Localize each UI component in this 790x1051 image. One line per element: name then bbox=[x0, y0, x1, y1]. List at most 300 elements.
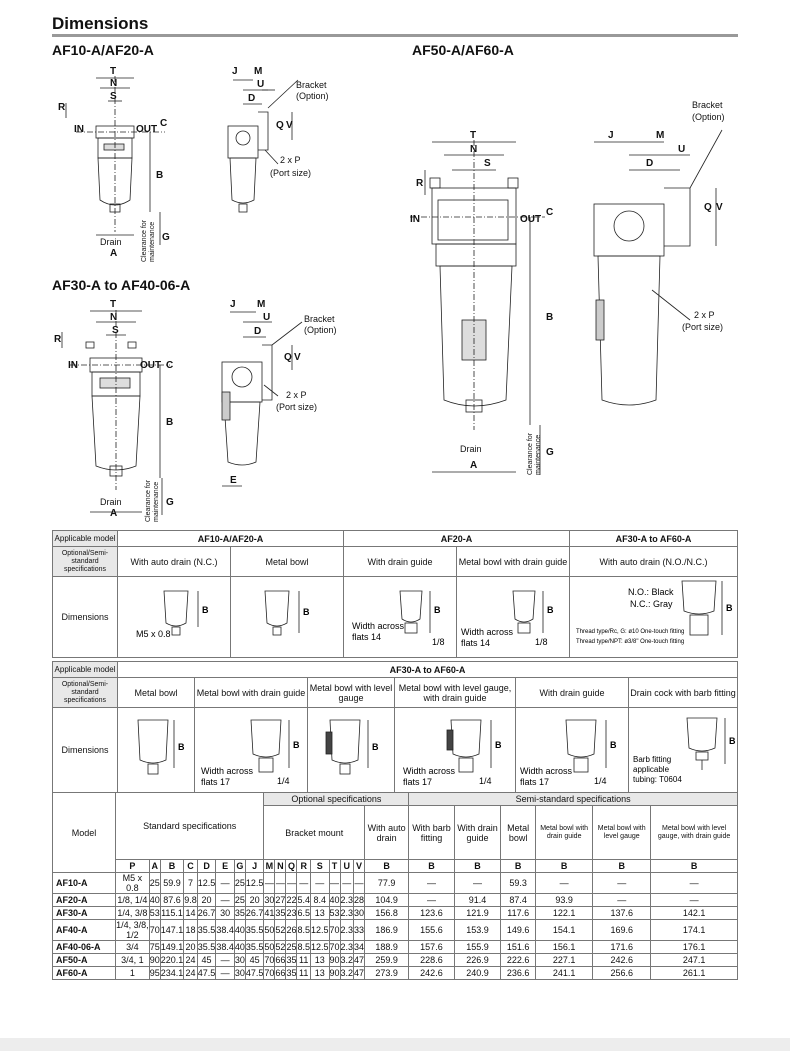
table-cell: 40 bbox=[234, 942, 245, 952]
dim-r: R bbox=[58, 102, 66, 113]
svg-text:B: B bbox=[178, 742, 185, 752]
auto-header: With auto drain bbox=[365, 806, 409, 860]
table-cell: 186.9 bbox=[365, 920, 409, 941]
model-af30-af60: AF30-A to AF60-A bbox=[570, 531, 738, 547]
spec2-metal-bowl-level-gauge-drain-guide: Metal bowl with level gauge, with drain guide bbox=[395, 678, 516, 708]
table-cell: 241.1 bbox=[536, 967, 593, 980]
row-model: AF30-A bbox=[53, 907, 116, 920]
col-header: B bbox=[593, 860, 651, 873]
spec2-metal-bowl-drain-guide: Metal bowl with drain guide bbox=[195, 678, 308, 708]
optional-label-2: Optional/Semi-standard specifications bbox=[53, 678, 118, 708]
dim-t-30: T bbox=[110, 299, 117, 310]
svg-text:N.C.: Gray: N.C.: Gray bbox=[630, 599, 673, 609]
port-label-50: 2 x P bbox=[694, 310, 715, 320]
table-cell: — bbox=[216, 873, 235, 894]
spec-metal-bowl: Metal bowl bbox=[231, 547, 344, 577]
table-cell: — bbox=[651, 873, 738, 894]
col-header: C bbox=[184, 860, 198, 873]
table-cell: 25 bbox=[149, 873, 160, 894]
col-header: E bbox=[216, 860, 235, 873]
svg-text:B: B bbox=[434, 605, 441, 615]
table-cell: 147.1 bbox=[160, 920, 184, 941]
dimensions-label-2: Dimensions bbox=[53, 708, 118, 793]
table-cell: 47 bbox=[354, 955, 365, 965]
clearance-2: maintenance bbox=[149, 221, 156, 262]
options-table-1 bbox=[52, 530, 738, 658]
svg-text:B: B bbox=[293, 740, 300, 750]
options-table-2 bbox=[52, 661, 738, 793]
table-cell: 26.7 bbox=[197, 908, 216, 918]
col-header: Q bbox=[287, 861, 295, 871]
semi-header: Semi-standard specifications bbox=[409, 793, 738, 806]
table-cell: 59.3 bbox=[501, 873, 536, 894]
drainguide-header: With drain guide bbox=[454, 806, 501, 860]
label-out: OUT bbox=[136, 124, 158, 135]
label-out-30: OUT bbox=[140, 360, 162, 371]
mb-lg-header: Metal bowl with level gauge bbox=[593, 806, 651, 860]
dim-s-30: S bbox=[112, 325, 119, 336]
table-cell: 53 bbox=[149, 908, 160, 918]
dim-t-50: T bbox=[470, 130, 477, 141]
table-cell: 25 bbox=[286, 942, 297, 952]
option-label-30: (Option) bbox=[304, 325, 337, 335]
table-cell: 38.4 bbox=[216, 942, 234, 952]
table-cell: — bbox=[409, 873, 454, 894]
dim-v-50: V bbox=[716, 202, 723, 213]
table-cell: 273.9 bbox=[365, 967, 409, 980]
dim-a: A bbox=[110, 248, 118, 259]
table-cell: 77.9 bbox=[365, 873, 409, 894]
table-cell: 30 bbox=[234, 968, 245, 978]
table-cell: 20 bbox=[197, 894, 216, 907]
dim-a-30: A bbox=[110, 508, 118, 519]
label-in: IN bbox=[74, 124, 84, 135]
table-cell: 75 bbox=[149, 942, 160, 952]
table-cell: 121.9 bbox=[454, 907, 501, 920]
drain-label: Drain bbox=[100, 237, 122, 247]
svg-text:flats 17: flats 17 bbox=[201, 777, 231, 787]
table-cell: 50 bbox=[264, 920, 275, 941]
table-cell: — bbox=[593, 894, 651, 907]
col-header: B bbox=[160, 860, 184, 873]
table-cell: 90 bbox=[329, 968, 340, 978]
table-cell: 13 bbox=[310, 907, 329, 920]
table-cell: — bbox=[286, 873, 297, 894]
table-cell: 115.1 bbox=[161, 908, 183, 918]
table-cell: 47.5 bbox=[197, 968, 216, 978]
svg-text:Thread type/NPT: ø3/8" One-tou: Thread type/NPT: ø3/8" One-touch fitting bbox=[576, 639, 685, 645]
dim-g: G bbox=[162, 232, 170, 243]
row-model: AF10-A bbox=[53, 873, 116, 894]
bracket-label: Bracket bbox=[296, 80, 327, 90]
table-row bbox=[53, 894, 738, 907]
clearance-2-30: maintenance bbox=[153, 481, 160, 522]
svg-text:M5 x 0.8: M5 x 0.8 bbox=[136, 629, 171, 639]
table-cell: 3/4, 1 bbox=[116, 954, 150, 967]
table-cell: 12.5 bbox=[310, 942, 329, 952]
dim-g-50: G bbox=[546, 447, 554, 458]
svg-text:Width across: Width across bbox=[352, 621, 405, 631]
table-cell: 240.9 bbox=[454, 967, 501, 980]
table-cell: 242.6 bbox=[409, 967, 454, 980]
col-header: D bbox=[197, 860, 216, 873]
clearance-2-50: maintenance bbox=[535, 434, 542, 475]
col-header: M bbox=[265, 861, 274, 871]
table-cell: 176.1 bbox=[651, 941, 738, 954]
label-out-50: OUT bbox=[520, 214, 542, 225]
svg-text:B: B bbox=[495, 740, 502, 750]
table-cell: 156.8 bbox=[365, 907, 409, 920]
table-cell: 154.1 bbox=[536, 920, 593, 941]
table-cell: 45 bbox=[197, 954, 216, 967]
table-cell: 149.6 bbox=[501, 920, 536, 941]
table-cell: 236.6 bbox=[501, 967, 536, 980]
barb-header: With barb fitting bbox=[409, 806, 454, 860]
dim-d-50: D bbox=[646, 158, 654, 169]
dim-u: U bbox=[257, 79, 265, 90]
table-row bbox=[53, 907, 738, 920]
table-cell: 1/4, 3/8 bbox=[117, 908, 148, 918]
model-header: Model bbox=[53, 793, 116, 873]
spec2-drain-cock: Drain cock with barb fitting bbox=[629, 678, 738, 708]
table-cell: 24 bbox=[185, 955, 196, 965]
row-model: AF20-A bbox=[53, 894, 116, 907]
table-cell: 157.6 bbox=[409, 941, 454, 954]
svg-text:1/8: 1/8 bbox=[535, 637, 548, 647]
table-cell: 47 bbox=[354, 968, 365, 978]
svg-text:applicable: applicable bbox=[633, 765, 670, 774]
dim-b-50: B bbox=[546, 312, 554, 323]
table-cell: 7 bbox=[184, 873, 198, 894]
table-cell: 8.5 bbox=[297, 942, 310, 952]
table-cell: 2.3 bbox=[340, 895, 354, 905]
table-cell: 91.4 bbox=[454, 894, 501, 907]
table-cell: — bbox=[216, 954, 235, 967]
table-cell: 3.2 bbox=[340, 955, 354, 965]
table-cell: 34 bbox=[354, 942, 365, 952]
table-cell: 90 bbox=[329, 955, 340, 965]
col-header: V bbox=[354, 860, 365, 873]
dim-s: S bbox=[110, 91, 117, 102]
table-cell: 3.2 bbox=[340, 968, 354, 978]
table-cell: 26.7 bbox=[245, 908, 264, 918]
svg-text:flats 14: flats 14 bbox=[461, 638, 491, 648]
model-af20: AF20-A bbox=[344, 531, 570, 547]
heading-af50: AF50-A/AF60-A bbox=[412, 42, 514, 58]
dim-j-50: J bbox=[608, 130, 614, 141]
svg-text:tubing: T0604: tubing: T0604 bbox=[633, 775, 682, 784]
table-cell: 256.6 bbox=[593, 967, 651, 980]
optional-header: Optional specifications bbox=[264, 793, 409, 806]
dim-r-30: R bbox=[54, 334, 62, 345]
table-cell: 90 bbox=[149, 955, 160, 965]
col-header: G bbox=[236, 861, 244, 871]
dim-b-30: B bbox=[166, 417, 174, 428]
drain-label-50: Drain bbox=[460, 444, 482, 454]
dim-d-30: D bbox=[254, 326, 262, 337]
svg-text:1/8: 1/8 bbox=[432, 637, 445, 647]
table-cell: — bbox=[454, 873, 501, 894]
table-cell: 1/4, 3/8, 1/2 bbox=[116, 920, 149, 940]
table-cell: M5 x 0.8 bbox=[116, 873, 150, 894]
table-cell: 13 bbox=[310, 954, 329, 967]
table-cell: 27 bbox=[275, 895, 286, 905]
table-cell: 35.5 bbox=[197, 920, 216, 941]
table-cell: — bbox=[275, 873, 286, 894]
col-header: B bbox=[365, 860, 409, 873]
table-cell: 70 bbox=[329, 920, 340, 941]
svg-text:Width across: Width across bbox=[461, 627, 514, 637]
table-cell: 26 bbox=[286, 920, 297, 941]
table-cell: 149.1 bbox=[160, 942, 184, 952]
table-cell: 35 bbox=[286, 955, 297, 965]
dim-c-50: C bbox=[546, 207, 554, 218]
spec-auto-drain: With auto drain (N.C.) bbox=[118, 547, 231, 577]
table-cell: 5.4 bbox=[297, 895, 310, 905]
table-cell: 142.1 bbox=[651, 907, 738, 920]
dim-m-30: M bbox=[257, 299, 266, 310]
dimension-drawings bbox=[0, 0, 790, 525]
spec2-metal-bowl: Metal bowl bbox=[118, 678, 195, 708]
table-cell: 18 bbox=[184, 920, 198, 941]
svg-text:flats 17: flats 17 bbox=[403, 777, 433, 787]
table-cell: — bbox=[264, 873, 275, 894]
table-cell: 95 bbox=[149, 968, 160, 978]
dim-d: D bbox=[248, 93, 256, 104]
heading-af10: AF10-A/AF20-A bbox=[52, 42, 154, 58]
table-cell: 2.3 bbox=[340, 908, 354, 918]
table-cell: 35 bbox=[234, 908, 245, 918]
table-cell: 261.1 bbox=[651, 967, 738, 980]
table-cell: — bbox=[329, 873, 340, 894]
table-cell: 259.9 bbox=[365, 954, 409, 967]
mb-lg-dg-header: Metal bowl with level gauge, with drain guide bbox=[651, 806, 738, 860]
svg-text:B: B bbox=[726, 603, 733, 613]
model-af10-af20: AF10-A/AF20-A bbox=[118, 531, 344, 547]
col-header: R bbox=[297, 860, 311, 873]
dim-q-30: Q bbox=[284, 352, 292, 363]
dim-s-50: S bbox=[484, 158, 491, 169]
spec-auto-drain-no-nc: With auto drain (N.O./N.C.) bbox=[570, 547, 738, 577]
option-label-50: (Option) bbox=[692, 112, 725, 122]
table-cell: 70 bbox=[329, 942, 340, 952]
dim-n-30: N bbox=[110, 312, 118, 323]
table-cell: 174.1 bbox=[651, 920, 738, 941]
table-cell: 30 bbox=[216, 907, 235, 920]
table-cell: 226.9 bbox=[454, 954, 501, 967]
table-cell: — bbox=[536, 873, 593, 894]
bracket-header: Bracket mount bbox=[264, 806, 365, 860]
table-cell: 25 bbox=[234, 873, 245, 894]
table-cell: 12.5 bbox=[310, 920, 329, 941]
option-label: (Option) bbox=[296, 91, 329, 101]
table-cell: 59.9 bbox=[160, 873, 184, 894]
svg-text:1/4: 1/4 bbox=[479, 776, 492, 786]
table-cell: 11 bbox=[297, 967, 311, 980]
table-cell: 9.8 bbox=[184, 895, 197, 905]
svg-text:B: B bbox=[547, 605, 554, 615]
port-label: 2 x P bbox=[280, 155, 301, 165]
dim-e-30: E bbox=[230, 475, 237, 486]
table-cell: 151.6 bbox=[501, 941, 536, 954]
metalbowl-header: Metal bowl bbox=[501, 806, 536, 860]
svg-text:B: B bbox=[610, 740, 617, 750]
table-cell: 171.6 bbox=[593, 941, 651, 954]
svg-text:Width across: Width across bbox=[201, 766, 254, 776]
spec-metal-bowl-drain-guide: Metal bowl with drain guide bbox=[457, 547, 570, 577]
dim-n-50: N bbox=[470, 144, 478, 155]
col-header: B bbox=[651, 860, 738, 873]
table-cell: 70 bbox=[264, 968, 275, 978]
table-cell: 47.5 bbox=[245, 968, 264, 978]
col-header: J bbox=[245, 860, 264, 873]
spec2-metal-bowl-level-gauge: Metal bowl with level gauge bbox=[308, 678, 395, 708]
spec-drain-guide: With drain guide bbox=[344, 547, 457, 577]
applicable-label-2: Applicable model bbox=[53, 662, 118, 678]
table-cell: 8.4 bbox=[310, 894, 329, 907]
dimensions-label: Dimensions bbox=[53, 577, 118, 658]
svg-text:flats 14: flats 14 bbox=[352, 632, 382, 642]
page-footer bbox=[0, 1038, 790, 1051]
table-cell: 137.6 bbox=[593, 907, 651, 920]
dim-m: M bbox=[254, 66, 263, 77]
table-cell: 1 bbox=[116, 967, 150, 980]
col-header: A bbox=[149, 860, 160, 873]
col-header: B bbox=[454, 860, 501, 873]
row-model: AF40-A bbox=[53, 920, 116, 941]
table-cell: 12.5 bbox=[245, 873, 264, 894]
table-cell: 22 bbox=[286, 895, 297, 905]
table-cell: 33 bbox=[354, 920, 365, 941]
svg-text:B: B bbox=[372, 742, 379, 752]
table-cell: 242.6 bbox=[593, 954, 651, 967]
port-label-30: 2 x P bbox=[286, 390, 307, 400]
table-cell: 155.9 bbox=[454, 941, 501, 954]
table-cell: 117.6 bbox=[501, 907, 536, 920]
table-cell: 30 bbox=[234, 955, 245, 965]
dimensions-table bbox=[52, 792, 738, 980]
table-cell: 52 bbox=[275, 920, 286, 941]
svg-text:Width across: Width across bbox=[403, 766, 456, 776]
table-cell: 3/4 bbox=[116, 941, 150, 954]
table-cell: 40 bbox=[149, 895, 160, 905]
dim-a-50: A bbox=[470, 460, 478, 471]
mb-dg-header: Metal bowl with drain guide bbox=[536, 806, 593, 860]
table-cell: 122.1 bbox=[536, 907, 593, 920]
table-cell: 11 bbox=[297, 954, 311, 967]
table-cell: 40 bbox=[329, 895, 340, 905]
col-header: P bbox=[116, 860, 150, 873]
col-header: S bbox=[310, 860, 329, 873]
table-cell: 104.9 bbox=[365, 894, 409, 907]
table-cell: 153.9 bbox=[454, 920, 501, 941]
table-cell: 234.1 bbox=[160, 968, 184, 978]
table-cell: 30 bbox=[354, 908, 365, 918]
heading-af30: AF30-A to AF40-06-A bbox=[52, 277, 191, 293]
table-cell: 93.9 bbox=[536, 894, 593, 907]
table-cell: 6.5 bbox=[297, 908, 310, 918]
table-cell: 87.6 bbox=[160, 894, 184, 907]
clearance-1-50: Clearance for bbox=[527, 432, 534, 475]
dim-u-50: U bbox=[678, 144, 686, 155]
svg-text:Thread type/Rc, G: ø10 One-tou: Thread type/Rc, G: ø10 One-touch fitting bbox=[576, 629, 685, 635]
svg-text:Width across: Width across bbox=[520, 766, 573, 776]
table-cell: 35 bbox=[286, 968, 297, 978]
standard-header: Standard specifications bbox=[116, 793, 264, 860]
clearance-1-30: Clearance for bbox=[145, 479, 152, 522]
table-cell: 45 bbox=[245, 954, 264, 967]
table-cell: 14 bbox=[185, 908, 196, 918]
row-model: AF50-A bbox=[53, 954, 116, 967]
table-cell: 28 bbox=[354, 895, 365, 905]
svg-text:B: B bbox=[202, 605, 209, 615]
svg-text:1/4: 1/4 bbox=[594, 776, 607, 786]
table-cell: 2.3 bbox=[340, 942, 354, 952]
svg-text:N.O.: Black: N.O.: Black bbox=[628, 587, 674, 597]
table-row bbox=[53, 920, 738, 941]
dim-r-50: R bbox=[416, 178, 424, 189]
table-cell: 123.6 bbox=[409, 907, 454, 920]
table-cell: — bbox=[651, 894, 738, 907]
table-cell: — bbox=[409, 894, 454, 907]
table-cell: 188.9 bbox=[365, 941, 409, 954]
svg-text:B: B bbox=[303, 607, 310, 617]
table-row bbox=[53, 967, 738, 980]
dim-b: B bbox=[156, 170, 164, 181]
table-row bbox=[53, 941, 738, 954]
table-cell: — bbox=[593, 873, 651, 894]
dim-u-30: U bbox=[263, 312, 271, 323]
dim-c: C bbox=[160, 118, 168, 129]
table-cell: 20 bbox=[245, 894, 264, 907]
port-size-label: (Port size) bbox=[270, 168, 312, 178]
table-cell: 35.5 bbox=[245, 942, 264, 952]
table-cell: 38.4 bbox=[216, 920, 235, 941]
col-header: B bbox=[409, 860, 454, 873]
table-cell: 70 bbox=[149, 920, 160, 941]
table-cell: 156.1 bbox=[536, 941, 593, 954]
table-cell: 87.4 bbox=[501, 894, 536, 907]
table-cell: 30 bbox=[264, 895, 275, 905]
table-cell: — bbox=[216, 967, 235, 980]
table-cell: 53 bbox=[329, 908, 340, 918]
table-cell: 1/8, 1/4 bbox=[117, 895, 148, 905]
col-header: N bbox=[275, 860, 286, 873]
page-title: Dimensions bbox=[52, 14, 149, 33]
svg-text:1/4: 1/4 bbox=[277, 776, 290, 786]
bracket-label-50: Bracket bbox=[692, 100, 723, 110]
dim-m-50: M bbox=[656, 130, 665, 141]
col-header: U bbox=[340, 860, 354, 873]
table-cell: 70 bbox=[264, 955, 275, 965]
col-header: T bbox=[329, 860, 340, 873]
column-header-row bbox=[53, 860, 738, 873]
table-cell: 50 bbox=[264, 942, 275, 952]
table-cell: 25 bbox=[234, 895, 245, 905]
table-cell: — bbox=[354, 873, 365, 894]
svg-text:Barb fitting: Barb fitting bbox=[633, 755, 672, 764]
table-cell: 228.6 bbox=[409, 954, 454, 967]
col-header: B bbox=[501, 860, 536, 873]
table-cell: — bbox=[340, 873, 354, 894]
table-cell: 41 bbox=[264, 908, 275, 918]
label-in-30: IN bbox=[68, 360, 78, 371]
svg-text:B: B bbox=[729, 736, 736, 746]
table-cell: 222.6 bbox=[501, 954, 536, 967]
bracket-label-30: Bracket bbox=[304, 314, 335, 324]
dim-j: J bbox=[232, 66, 238, 77]
clearance-1: Clearance for bbox=[141, 219, 148, 262]
